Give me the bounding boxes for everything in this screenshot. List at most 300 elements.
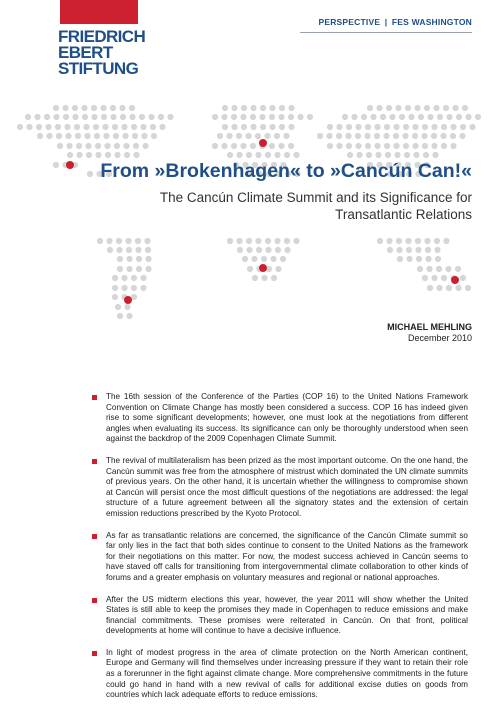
map-dot xyxy=(151,133,157,139)
map-dot xyxy=(384,124,390,130)
map-dot xyxy=(125,238,131,244)
map-dot xyxy=(91,114,97,120)
map-dot xyxy=(462,105,468,111)
map-dot xyxy=(221,143,227,149)
bullet-square-icon xyxy=(92,598,97,603)
map-dot xyxy=(252,275,258,281)
map-dot xyxy=(380,114,386,120)
map-dot xyxy=(366,152,372,158)
map-dot xyxy=(452,105,458,111)
map-dot xyxy=(278,143,284,149)
map-dot xyxy=(86,152,92,158)
map-dot xyxy=(415,238,421,244)
map-dot xyxy=(110,114,116,120)
map-dot xyxy=(251,256,257,262)
map-dot xyxy=(427,114,433,120)
map-dot xyxy=(376,105,382,111)
map-dot xyxy=(414,105,420,111)
map-dot xyxy=(431,124,437,130)
map-dot xyxy=(260,105,266,111)
map-dot xyxy=(106,238,112,244)
summary-bullets xyxy=(92,392,468,712)
map-dot xyxy=(227,238,233,244)
map-dot xyxy=(74,124,80,130)
map-dot xyxy=(412,133,418,139)
series-office: FES WASHINGTON xyxy=(391,17,472,27)
map-dot xyxy=(17,124,23,130)
map-dot xyxy=(236,133,242,139)
map-dot xyxy=(25,114,31,120)
map-dot xyxy=(66,143,72,149)
map-dot xyxy=(422,275,428,281)
map-dot xyxy=(72,114,78,120)
map-dot xyxy=(317,133,323,139)
map-dot xyxy=(288,105,294,111)
publication-date: December 2010 xyxy=(407,333,472,343)
map-dot xyxy=(394,152,400,158)
map-dot xyxy=(374,133,380,139)
map-dot xyxy=(63,114,69,120)
map-dot xyxy=(135,238,141,244)
map-dot xyxy=(269,124,275,130)
map-dot xyxy=(408,114,414,120)
map-dot xyxy=(393,124,399,130)
map-dot xyxy=(433,105,439,111)
map-dot xyxy=(355,143,361,149)
map-dot xyxy=(396,238,402,244)
bullet-item xyxy=(92,392,468,445)
map-dot xyxy=(336,124,342,130)
map-dot xyxy=(112,285,118,291)
map-dot xyxy=(364,133,370,139)
map-dot xyxy=(365,143,371,149)
map-dot xyxy=(255,238,261,244)
map-dot xyxy=(236,238,242,244)
map-dot xyxy=(265,152,271,158)
map-dot xyxy=(117,256,123,262)
map-dot xyxy=(121,124,127,130)
map-dot xyxy=(327,124,333,130)
map-dot xyxy=(275,266,281,272)
map-dot xyxy=(159,124,165,130)
map-dot xyxy=(445,266,451,272)
map-dot xyxy=(222,105,228,111)
map-dot xyxy=(469,124,475,130)
map-dot xyxy=(455,266,461,272)
map-dot xyxy=(426,266,432,272)
map-dot xyxy=(425,247,431,253)
map-dot xyxy=(83,124,89,130)
map-dot xyxy=(76,143,82,149)
map-dot xyxy=(346,124,352,130)
map-dot xyxy=(132,133,138,139)
map-dot xyxy=(37,133,43,139)
map-dot xyxy=(288,114,294,120)
map-dot xyxy=(415,247,421,253)
map-dot xyxy=(367,105,373,111)
map-dot xyxy=(97,238,103,244)
map-dot xyxy=(416,256,422,262)
map-dot xyxy=(64,124,70,130)
bullet-text: After the US midterm elections this year, however, the year 2011 will show whether the United States is still able to keep the promises they made in Copenhagen to reduce emissions and make financial commitments. These promises were reiterated in Cancún. On that front, political developments at home will continue to have a decisive influence. xyxy=(106,594,468,636)
map-dot xyxy=(412,143,418,149)
map-dot xyxy=(72,105,78,111)
map-dot xyxy=(417,266,423,272)
map-dot xyxy=(436,285,442,291)
map-dot xyxy=(412,124,418,130)
map-dot xyxy=(269,105,275,111)
map-dot xyxy=(387,247,393,253)
map-dot xyxy=(374,143,380,149)
map-dot xyxy=(34,114,40,120)
map-dot xyxy=(241,105,247,111)
map-dot xyxy=(45,124,51,130)
map-dot xyxy=(431,133,437,139)
map-dot xyxy=(121,275,127,281)
map-dot xyxy=(336,143,342,149)
map-dot xyxy=(53,114,59,120)
map-dot xyxy=(393,133,399,139)
map-dot xyxy=(384,143,390,149)
map-dot xyxy=(342,114,348,120)
map-dot xyxy=(122,133,128,139)
map-dot xyxy=(123,143,129,149)
map-dot xyxy=(131,124,137,130)
series-separator: | xyxy=(384,17,388,27)
map-dot xyxy=(423,152,429,158)
map-dot xyxy=(475,114,481,120)
bullet-text: The 16th session of the Conference of the Parties (COP 16) to the United Nations Framework Convention on Climate Change has mostly been considered a success. COP 16 has indeed given rise to some significant developments; however, one must look at the negotiations from different angles when evaluating its success. Its significance can only be thoroughly understood when seen against the backdrop of the 2009 Copenhagen Climate Summit. xyxy=(106,392,468,444)
map-dot xyxy=(46,133,52,139)
map-dot xyxy=(355,133,361,139)
map-dot xyxy=(450,124,456,130)
map-dot xyxy=(404,152,410,158)
map-dot xyxy=(140,275,146,281)
map-dot xyxy=(112,275,118,281)
map-dot xyxy=(403,124,409,130)
map-dot xyxy=(405,105,411,111)
map-dot xyxy=(446,114,452,120)
bullet-square-icon xyxy=(92,534,97,539)
map-dot xyxy=(427,285,433,291)
map-dot xyxy=(129,114,135,120)
map-dot xyxy=(91,105,97,111)
map-dot xyxy=(114,152,120,158)
map-dot xyxy=(403,143,409,149)
map-dot xyxy=(250,114,256,120)
map-dot xyxy=(250,105,256,111)
map-dot xyxy=(126,247,132,253)
map-dot xyxy=(36,124,42,130)
map-dot xyxy=(435,256,441,262)
map-dot xyxy=(441,275,447,281)
bullet-square-icon xyxy=(92,459,97,464)
map-dot xyxy=(231,143,237,149)
bullet-square-icon xyxy=(92,651,97,656)
bullet-square-icon xyxy=(92,395,97,400)
map-dot xyxy=(95,143,101,149)
map-dot xyxy=(124,304,130,310)
map-dot xyxy=(140,285,146,291)
map-dot xyxy=(441,143,447,149)
map-dot xyxy=(280,256,286,262)
map-dot xyxy=(115,304,121,310)
map-dot xyxy=(236,152,242,158)
map-dot xyxy=(120,114,126,120)
map-dot xyxy=(133,152,139,158)
map-dot xyxy=(288,143,294,149)
map-dot xyxy=(434,238,440,244)
map-dot xyxy=(465,285,471,291)
map-dot-highlight xyxy=(259,264,267,272)
map-dot xyxy=(431,143,437,149)
map-dot xyxy=(116,247,122,253)
map-dot xyxy=(53,105,59,111)
map-dot xyxy=(65,133,71,139)
map-dot xyxy=(443,105,449,111)
map-dot xyxy=(270,256,276,262)
map-dot xyxy=(231,114,237,120)
map-dot xyxy=(246,247,252,253)
map-dot xyxy=(113,133,119,139)
map-dot xyxy=(131,285,137,291)
map-dot xyxy=(126,313,132,319)
map-dot xyxy=(440,133,446,139)
map-dot xyxy=(245,133,251,139)
map-dot xyxy=(103,133,109,139)
map-dot xyxy=(75,133,81,139)
map-dot xyxy=(383,133,389,139)
bullet-text: In light of modest progress in the area of climate protection on the North American continent, Europe and Germany will find themselves under increasing pressure if they want to retain their role as a forerunner in the fight against climate change. More comprehensive commitments in the future could go hand in hand with a new revival of calls for additional excise duties on goods from countries which lack adequate efforts to reduce emissions. xyxy=(106,647,468,700)
map-dot xyxy=(284,238,290,244)
map-dot xyxy=(26,124,32,130)
map-dot xyxy=(402,133,408,139)
map-dot xyxy=(389,114,395,120)
map-dot xyxy=(361,114,367,120)
map-dot xyxy=(107,247,113,253)
map-dot xyxy=(284,247,290,253)
map-dot xyxy=(443,238,449,244)
series-name: PERSPECTIVE xyxy=(318,17,381,27)
map-dot xyxy=(131,275,137,281)
map-dot xyxy=(242,256,248,262)
bullet-item xyxy=(92,595,468,637)
map-dot xyxy=(93,124,99,130)
subtitle-line-2: Transatlantic Relations xyxy=(335,207,472,222)
map-dot xyxy=(250,124,256,130)
map-dot xyxy=(269,143,275,149)
map-dot xyxy=(421,133,427,139)
map-dot-highlight xyxy=(259,139,267,147)
map-dot xyxy=(140,124,146,130)
map-dot xyxy=(144,238,150,244)
map-dot xyxy=(274,152,280,158)
map-dot xyxy=(141,133,147,139)
map-dot xyxy=(465,114,471,120)
map-dot xyxy=(434,247,440,253)
map-dot xyxy=(116,238,122,244)
map-dot xyxy=(424,105,430,111)
map-dot xyxy=(395,105,401,111)
map-dot xyxy=(62,105,68,111)
logo-line-2: EBERT xyxy=(58,43,113,62)
bullet-item xyxy=(92,648,468,701)
map-dot xyxy=(231,124,237,130)
map-dot xyxy=(158,114,164,120)
map-dot xyxy=(148,114,154,120)
map-dot xyxy=(81,105,87,111)
map-dot xyxy=(374,124,380,130)
map-dot xyxy=(112,124,118,130)
map-dot xyxy=(436,266,442,272)
map-dot xyxy=(274,133,280,139)
map-dot xyxy=(269,114,275,120)
map-dot xyxy=(425,256,431,262)
map-dot xyxy=(82,114,88,120)
bullet-text: As far as transatlantic relations are concerned, the significance of the Cancún Climate summit so far only lies in the fact that both sides continue to consent to the United Nations as the framework for their negotiations on this matter. For now, the modest success achieved in Cancún seems to have staved off calls for transitioning from intergovernmental climate collaboration to other kinds of forums and a greater emphasis on voluntary measures and regional or national approaches. xyxy=(106,530,468,582)
map-dot xyxy=(119,105,125,111)
map-dot xyxy=(231,105,237,111)
map-dot-highlight xyxy=(124,296,132,304)
map-dot xyxy=(375,152,381,158)
map-dot xyxy=(271,275,277,281)
map-dot xyxy=(255,152,261,158)
bullet-text: The revival of multilateralism has been prized as the most important outcome. On the one hand, the Cancún summit was free from the atmosphere of mistrust which dominated the UN climate summits of previous years. On the other hand, it is uncertain whether the willingness to compromise shown at Cancún will persist once the most difficult questions of the negotiations are addressed: the legal structure of a future agreement between all the signatory states and the extension of certain emission reductions prescribed by the Kyoto Protocol. xyxy=(106,455,468,518)
map-dot xyxy=(100,105,106,111)
map-dot xyxy=(385,152,391,158)
logo-line-3: STIFTUNG xyxy=(58,59,139,78)
map-dot xyxy=(105,152,111,158)
map-dot xyxy=(129,105,135,111)
map-dot xyxy=(261,256,267,262)
author-name: MICHAEL MEHLING xyxy=(387,322,472,332)
map-dot xyxy=(212,114,218,120)
map-dot xyxy=(226,133,232,139)
map-dot xyxy=(117,313,123,319)
map-dot xyxy=(256,247,262,253)
map-dot xyxy=(240,114,246,120)
map-dot xyxy=(212,143,218,149)
map-dot xyxy=(55,124,61,130)
map-dot xyxy=(94,133,100,139)
map-dot xyxy=(406,247,412,253)
map-dot xyxy=(327,143,333,149)
map-dot xyxy=(431,275,437,281)
map-dot xyxy=(422,143,428,149)
map-dot xyxy=(370,114,376,120)
map-dot xyxy=(227,152,233,158)
logo-line-1: FRIEDRICH xyxy=(58,27,146,46)
map-dot xyxy=(450,133,456,139)
map-dot xyxy=(246,238,252,244)
map-dot xyxy=(326,133,332,139)
map-dot xyxy=(397,256,403,262)
map-dot xyxy=(255,133,261,139)
map-dot xyxy=(413,152,419,158)
map-dot xyxy=(136,266,142,272)
map-dot xyxy=(347,152,353,158)
map-dot xyxy=(307,114,313,120)
map-dot xyxy=(365,124,371,130)
map-dot xyxy=(437,114,443,120)
map-dot xyxy=(459,133,465,139)
map-dot xyxy=(460,124,466,130)
map-dot xyxy=(355,124,361,130)
map-dot xyxy=(221,114,227,120)
map-dot xyxy=(247,266,253,272)
map-dot xyxy=(293,152,299,158)
map-dot xyxy=(450,143,456,149)
map-dot xyxy=(85,143,91,149)
map-dot xyxy=(265,238,271,244)
map-dot xyxy=(284,152,290,158)
map-dot xyxy=(283,133,289,139)
map-dot xyxy=(112,294,118,300)
map-dot xyxy=(346,143,352,149)
map-dot xyxy=(386,105,392,111)
map-dot xyxy=(237,247,243,253)
map-dot xyxy=(274,238,280,244)
map-dot xyxy=(279,124,285,130)
map-dot xyxy=(278,114,284,120)
map-dot xyxy=(95,152,101,158)
map-dot-highlight xyxy=(451,276,459,284)
map-dot xyxy=(135,247,141,253)
map-dot xyxy=(441,124,447,130)
map-dot xyxy=(432,152,438,158)
map-dot xyxy=(275,247,281,253)
map-dot xyxy=(241,124,247,130)
map-dot xyxy=(456,114,462,120)
map-dot xyxy=(114,143,120,149)
map-dot xyxy=(446,285,452,291)
map-dot xyxy=(406,256,412,262)
map-dot xyxy=(167,114,173,120)
map-dot xyxy=(102,124,108,130)
map-dot xyxy=(145,266,151,272)
map-dot xyxy=(279,105,285,111)
map-dot xyxy=(126,266,132,272)
map-dot xyxy=(104,143,110,149)
map-dot xyxy=(399,114,405,120)
map-dot xyxy=(121,285,127,291)
map-dot xyxy=(264,133,270,139)
map-dot xyxy=(393,143,399,149)
map-dot xyxy=(288,124,294,130)
map-dot xyxy=(136,256,142,262)
map-dot xyxy=(57,143,63,149)
map-dot xyxy=(145,256,151,262)
map-dot xyxy=(293,238,299,244)
map-dot xyxy=(259,114,265,120)
map-dot xyxy=(455,285,461,291)
map-dot xyxy=(422,124,428,130)
map-dot xyxy=(460,275,466,281)
map-dot xyxy=(386,238,392,244)
map-dot xyxy=(240,143,246,149)
map-dot xyxy=(424,238,430,244)
page-subtitle xyxy=(100,189,472,223)
map-dot xyxy=(56,133,62,139)
bullet-item xyxy=(92,456,468,520)
page-title: From »Brokenhagen« to »Cancún Can!« xyxy=(100,160,472,182)
map-dot xyxy=(84,133,90,139)
map-dot xyxy=(145,247,151,253)
map-dot xyxy=(260,124,266,130)
map-dot xyxy=(150,124,156,130)
map-dot xyxy=(110,105,116,111)
map-dot xyxy=(351,114,357,120)
